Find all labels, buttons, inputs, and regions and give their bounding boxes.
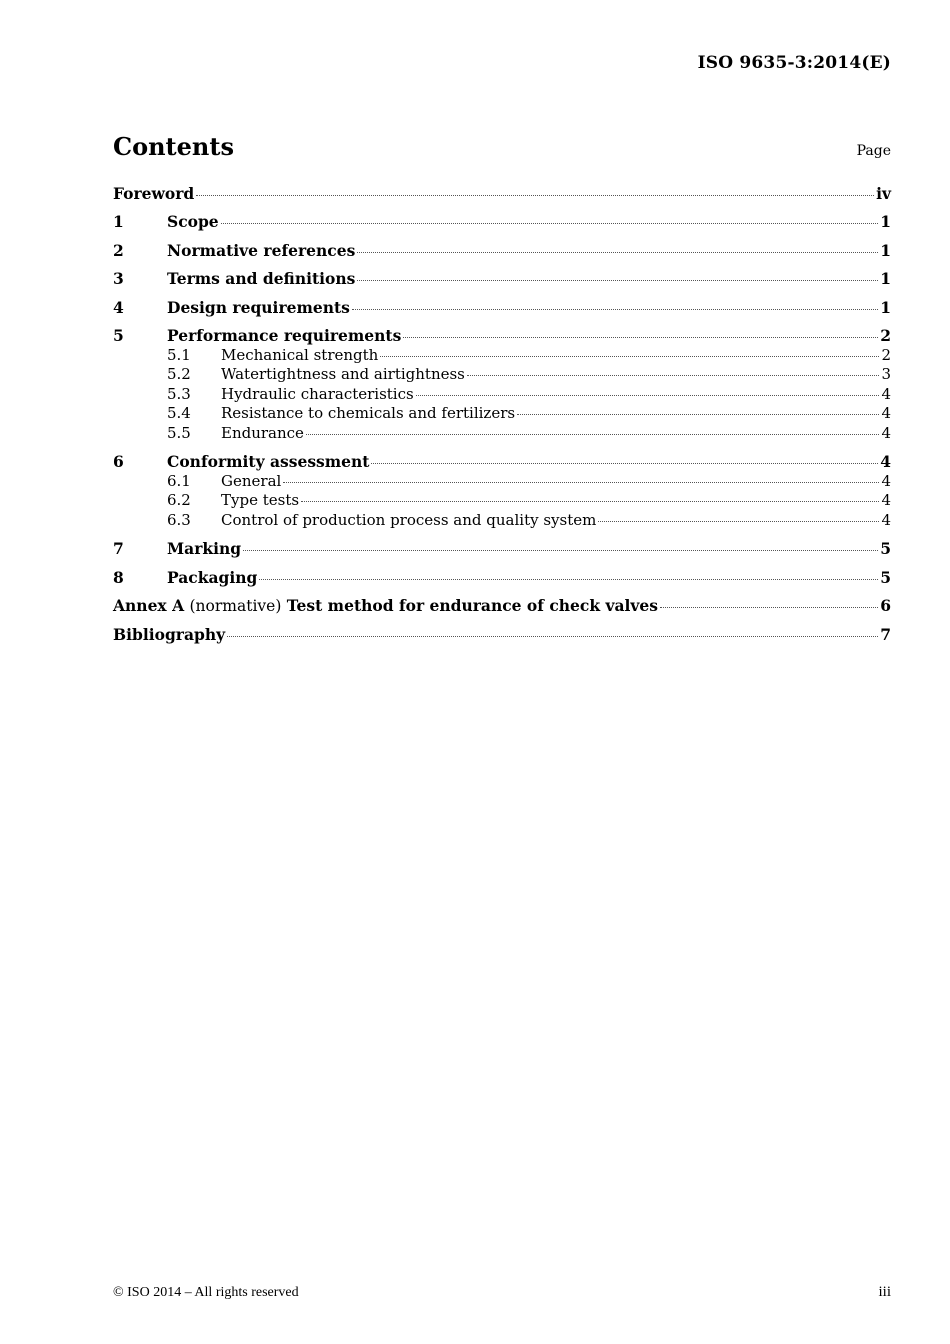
toc-label: Endurance xyxy=(221,423,304,442)
toc-page: 4 xyxy=(881,423,891,442)
toc-number: 2 xyxy=(113,240,124,260)
toc-label: Hydraulic characteristics xyxy=(221,384,414,403)
toc-page: 1 xyxy=(880,297,891,317)
toc-entry-conformity-assessment[interactable] xyxy=(113,452,891,471)
toc-number: 6.3 xyxy=(167,510,191,529)
toc-entry-annex-a[interactable] xyxy=(113,596,891,615)
toc-label: Packaging xyxy=(167,567,258,587)
toc-number: 8 xyxy=(113,567,124,587)
dot-leader xyxy=(380,356,879,357)
dot-leader xyxy=(283,482,879,483)
toc-page: 4 xyxy=(881,404,891,422)
toc-number: 5.5 xyxy=(167,423,191,442)
page-number: iii xyxy=(878,1284,891,1300)
toc-page: 4 xyxy=(881,491,891,509)
toc-page: 1 xyxy=(880,240,891,260)
dot-leader xyxy=(196,195,874,196)
toc-entry-performance-requirements[interactable] xyxy=(113,326,891,345)
toc-label: Scope xyxy=(167,212,219,231)
toc-page: 6 xyxy=(880,596,891,615)
toc-label: Normative references xyxy=(167,240,356,260)
toc-entry-normative-references[interactable] xyxy=(113,241,891,260)
toc-number: 6.2 xyxy=(167,491,191,509)
toc-number: 5 xyxy=(113,326,124,345)
toc-label: Conformity assessment xyxy=(167,452,370,471)
toc-number: 7 xyxy=(113,539,124,558)
dot-leader xyxy=(357,252,878,253)
toc-label: Resistance to chemicals and fertilizers xyxy=(221,404,516,422)
dot-leader xyxy=(306,434,880,435)
dot-leader xyxy=(416,395,880,396)
dot-leader xyxy=(352,309,878,310)
dot-leader xyxy=(467,375,880,376)
dot-leader xyxy=(301,501,879,502)
toc-label: Watertightness and airtightness xyxy=(221,365,465,383)
toc-entry-general[interactable] xyxy=(113,472,891,492)
toc-page: 2 xyxy=(881,345,891,364)
toc-page: iv xyxy=(876,184,891,203)
toc-number: 5.2 xyxy=(167,365,191,383)
dot-leader xyxy=(660,607,878,608)
page-column-label: Page xyxy=(856,143,891,159)
toc-label: Terms and definitions xyxy=(167,269,356,288)
toc-entry-packaging[interactable] xyxy=(113,568,891,587)
dot-leader xyxy=(517,414,879,415)
table-of-contents xyxy=(113,184,891,644)
toc-page: 1 xyxy=(880,269,891,288)
toc-label: Control of production process and quality system xyxy=(221,510,597,529)
toc-number: 5.4 xyxy=(167,404,191,422)
annex-prefix: Annex A xyxy=(113,596,185,615)
toc-page: 7 xyxy=(880,624,891,644)
toc-number: 1 xyxy=(113,212,124,231)
toc-label: Marking xyxy=(167,539,242,558)
toc-entry-endurance[interactable] xyxy=(113,424,891,444)
toc-page: 3 xyxy=(881,365,891,383)
toc-page: 1 xyxy=(880,212,891,231)
annex-title: Test method for endurance of check valves xyxy=(286,596,659,615)
toc-number: 4 xyxy=(113,297,124,317)
toc-label: Design requirements xyxy=(167,297,350,317)
annex-type: (normative) xyxy=(189,597,282,615)
toc-entry-terms-and-definitions[interactable] xyxy=(113,269,891,288)
toc-entry-scope[interactable] xyxy=(113,212,891,231)
dot-leader xyxy=(221,223,879,224)
toc-label: General xyxy=(221,471,282,490)
dot-leader xyxy=(227,636,878,637)
toc-number: 6.1 xyxy=(167,471,191,490)
toc-label: Foreword xyxy=(113,184,195,203)
dot-leader xyxy=(371,463,878,464)
toc-number: 5.3 xyxy=(167,384,191,403)
toc-page: 5 xyxy=(880,539,891,558)
dot-leader xyxy=(243,550,878,551)
toc-entry-bibliography[interactable] xyxy=(113,625,891,644)
toc-number: 3 xyxy=(113,269,124,288)
dot-leader xyxy=(598,521,879,522)
toc-entry-hydraulic-characteristics[interactable] xyxy=(113,385,891,405)
toc-entry-foreword[interactable] xyxy=(113,184,891,203)
toc-page: 4 xyxy=(881,510,891,529)
contents-title: Contents xyxy=(113,132,234,161)
toc-label: Mechanical strength xyxy=(221,345,379,364)
toc-label: Bibliography xyxy=(113,624,226,644)
contents-title-row xyxy=(113,132,891,161)
toc-page: 5 xyxy=(880,567,891,587)
toc-page: 4 xyxy=(881,384,891,403)
toc-entry-type-tests[interactable] xyxy=(113,491,891,511)
toc-number: 6 xyxy=(113,452,124,471)
toc-page: 4 xyxy=(881,471,891,490)
toc-entry-mechanical-strength[interactable] xyxy=(113,346,891,366)
toc-entry-resistance-to-chemicals[interactable] xyxy=(113,404,891,424)
copyright-notice: © ISO 2014 – All rights reserved xyxy=(113,1285,299,1300)
toc-label: Type tests xyxy=(221,491,300,509)
toc-label-annex xyxy=(113,596,658,615)
toc-number: 5.1 xyxy=(167,345,191,364)
toc-label: Performance requirements xyxy=(167,326,402,345)
toc-entry-marking[interactable] xyxy=(113,539,891,558)
dot-leader xyxy=(403,337,878,338)
toc-page: 2 xyxy=(880,326,891,345)
toc-entry-production-control[interactable] xyxy=(113,511,891,531)
dot-leader xyxy=(259,579,878,580)
document-id: ISO 9635-3:2014(E) xyxy=(697,53,891,73)
toc-entry-design-requirements[interactable] xyxy=(113,298,891,317)
toc-entry-watertightness[interactable] xyxy=(113,365,891,385)
dot-leader xyxy=(357,280,878,281)
toc-page: 4 xyxy=(880,452,891,471)
